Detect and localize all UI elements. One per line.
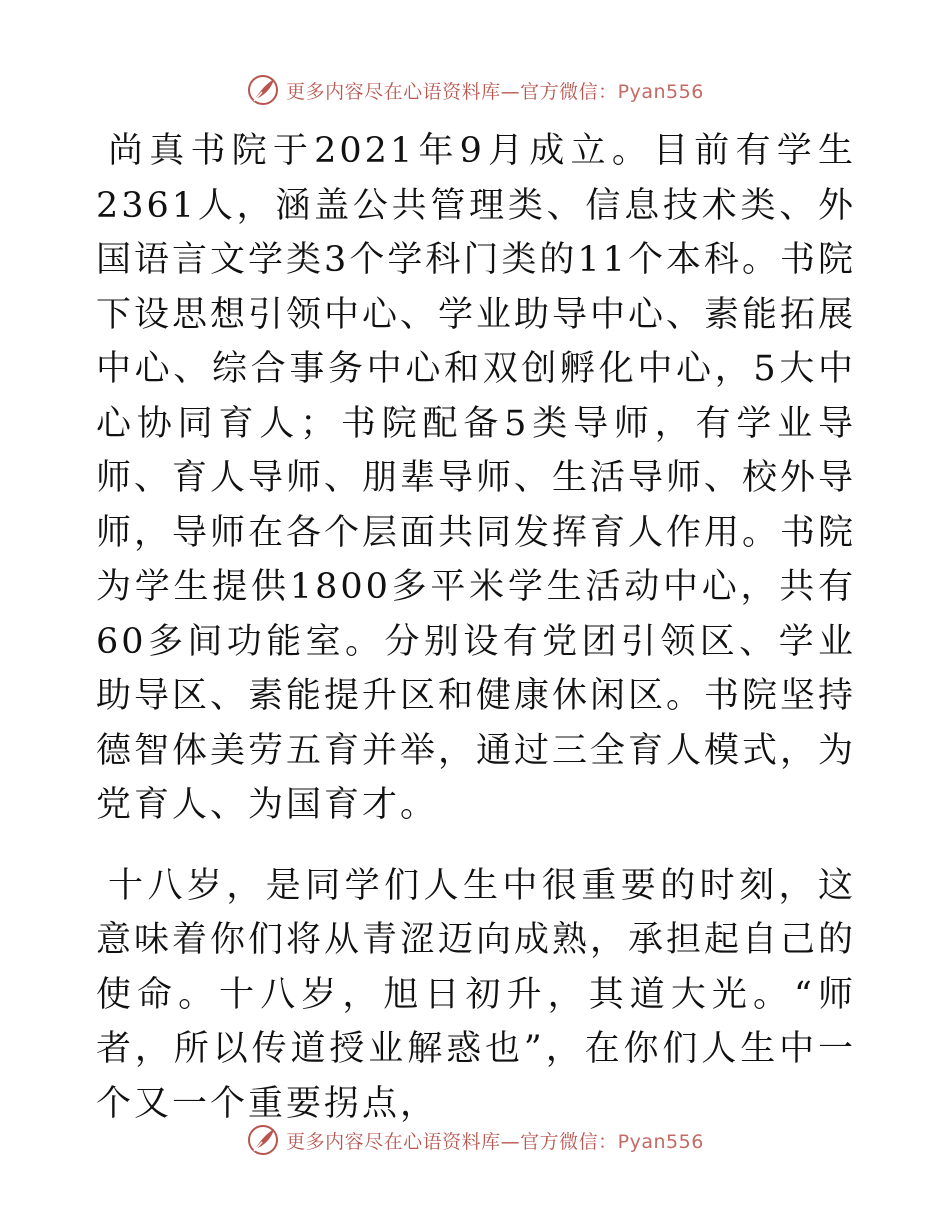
paragraph-college-intro: 尚真书院于2021年9月成立。目前有学生2361人，涵盖公共管理类、信息技术类、外国语言文学类3个学科门类的11个本科。书院下设思想引领中心、学业助导中心、素能拓展中心、综合事务中心和双创孵化中心，5大中心协同育人；书院配备5类导师，有学业导师、育人导师、朋辈导师、生活导师、校外导师，导师在各个层面共同发挥育人作用。书院为学生提供1800多平米学生活动中心，共有60多间功能室。分别设有党团引领区、学业助导区、素能提升区和健康休闲区。书院坚持德智体美劳五育并举，通过三全育人模式，为党育人、为国育才。: [96, 131, 857, 825]
footer-watermark: [0, 1120, 950, 1160]
watermark-text: 更多内容尽在心语资料库—官方微信：Pyan556: [286, 80, 704, 103]
watermark-text: 更多内容尽在心语资料库—官方微信：Pyan556: [286, 1130, 704, 1153]
feather-pen-logo-icon: [246, 1123, 280, 1157]
document-body: [96, 124, 856, 1131]
watermark-handle: Pyan556: [617, 80, 704, 103]
paragraph-eighteen: 十八岁，是同学们人生中很重要的时刻，这意味着你们将从青涩迈向成熟，承担起自己的使命。十八岁，旭日初升，其道大光。“师者，所以传道授业解惑也”，在你们人生中一个又一个重要拐点，: [96, 865, 857, 1124]
watermark-handle: Pyan556: [617, 1130, 704, 1153]
feather-pen-logo-icon: [246, 73, 280, 107]
header-watermark: [0, 70, 950, 110]
